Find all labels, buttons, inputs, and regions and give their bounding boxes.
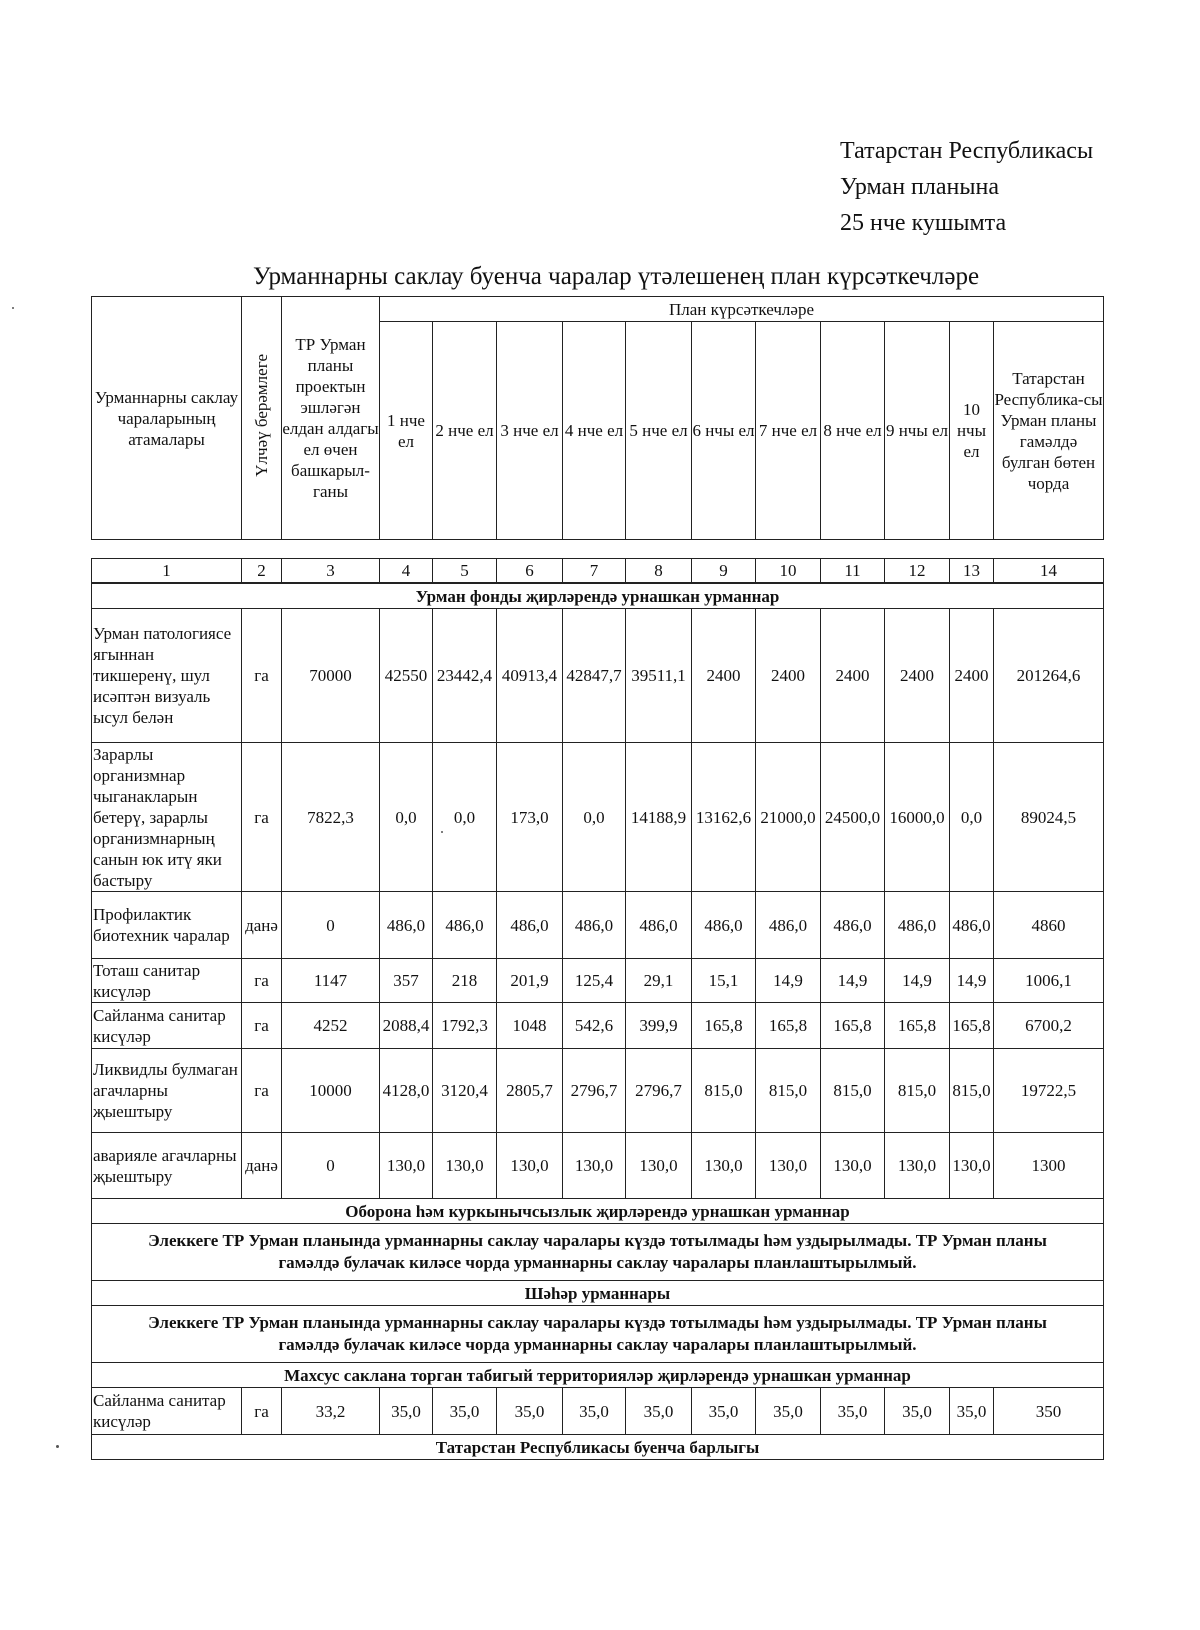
previous-year-value: 4252 [282, 1003, 380, 1049]
column-number: 11 [821, 559, 885, 583]
year-10-value: 35,0 [950, 1388, 994, 1435]
year-9-value: 815,0 [885, 1049, 950, 1133]
previous-year-value: 7822,3 [282, 743, 380, 892]
year-6-value: 2400 [692, 609, 756, 743]
column-number: 10 [756, 559, 821, 583]
year-8-value: 486,0 [821, 892, 885, 959]
year-10-value: 14,9 [950, 959, 994, 1003]
year-7-value: 2400 [756, 609, 821, 743]
year-6-value: 15,1 [692, 959, 756, 1003]
year-5-value: 486,0 [626, 892, 692, 959]
activity-name: Ликвидлы булмаган агачларны җыештыру [92, 1049, 242, 1133]
table-row [92, 959, 1104, 1003]
year-7-value: 35,0 [756, 1388, 821, 1435]
year-3-value: 130,0 [497, 1133, 563, 1199]
year-7-value: 14,9 [756, 959, 821, 1003]
header-year-7: 7 нче ел [756, 322, 821, 540]
year-5-value: 29,1 [626, 959, 692, 1003]
previous-year-value: 1147 [282, 959, 380, 1003]
column-number: 12 [885, 559, 950, 583]
total-value: 89024,5 [994, 743, 1104, 892]
year-10-value: 2400 [950, 609, 994, 743]
year-3-value: 2805,7 [497, 1049, 563, 1133]
table-row [92, 1388, 1104, 1435]
year-3-value: 201,9 [497, 959, 563, 1003]
table-row [92, 609, 1104, 743]
total-value: 19722,5 [994, 1049, 1104, 1133]
appendix-caption [840, 133, 1093, 241]
header-activity-name: Урманнарны саклау чараларының атамалары [92, 297, 242, 540]
scan-speck [56, 1445, 59, 1448]
column-number: 14 [994, 559, 1104, 583]
column-number: 3 [282, 559, 380, 583]
column-number: 9 [692, 559, 756, 583]
year-7-value: 486,0 [756, 892, 821, 959]
year-5-value: 14188,9 [626, 743, 692, 892]
year-6-value: 486,0 [692, 892, 756, 959]
column-number: 4 [380, 559, 433, 583]
year-6-value: 815,0 [692, 1049, 756, 1133]
year-9-value: 2400 [885, 609, 950, 743]
header-year-1: 1 нче ел [380, 322, 433, 540]
column-number: 7 [563, 559, 626, 583]
year-4-value: 486,0 [563, 892, 626, 959]
previous-year-value: 10000 [282, 1049, 380, 1133]
header-year-2: 2 нче ел [433, 322, 497, 540]
year-6-value: 35,0 [692, 1388, 756, 1435]
total-value: 350 [994, 1388, 1104, 1435]
year-1-value: 2088,4 [380, 1003, 433, 1049]
year-1-value: 4128,0 [380, 1049, 433, 1133]
previous-year-value: 33,2 [282, 1388, 380, 1435]
column-number: 6 [497, 559, 563, 583]
year-10-value: 486,0 [950, 892, 994, 959]
year-9-value: 165,8 [885, 1003, 950, 1049]
header-previous-year: ТР Урман планы проектын эшләгән елдан алдагы ел өчен башкарыл-ганы [282, 297, 380, 540]
unit-cell: данә [242, 892, 282, 959]
column-number: 8 [626, 559, 692, 583]
year-8-value: 165,8 [821, 1003, 885, 1049]
year-4-value: 0,0 [563, 743, 626, 892]
year-8-value: 2400 [821, 609, 885, 743]
year-8-value: 35,0 [821, 1388, 885, 1435]
section-note: Элеккеге ТР Урман планында урманнарны саклау чаралары күздә тотылмады һәм уздырылмады. ТР Урман планы гамәлдә булачак киләсе чорда урманнарны саклау чаралары планлаштырылмый. [92, 1306, 1104, 1363]
unit-cell: га [242, 1388, 282, 1435]
scan-speck [441, 831, 443, 833]
year-2-value: 3120,4 [433, 1049, 497, 1133]
year-5-value: 399,9 [626, 1003, 692, 1049]
section-header-row [92, 1435, 1104, 1460]
year-9-value: 16000,0 [885, 743, 950, 892]
column-number: 13 [950, 559, 994, 583]
total-value: 6700,2 [994, 1003, 1104, 1049]
year-5-value: 39511,1 [626, 609, 692, 743]
activity-name: Профилактик биотехник чаралар [92, 892, 242, 959]
year-6-value: 13162,6 [692, 743, 756, 892]
year-10-value: 815,0 [950, 1049, 994, 1133]
activity-name: Урман патологиясе ягыннан тикшеренү, шул исәптән визуаль ысул белән [92, 609, 242, 743]
document-title: Урманнарны саклау буенча чаралар үтәлешенең план күрсәткечләре [252, 263, 980, 290]
table-row [92, 743, 1104, 892]
appendix-line-1: Татарстан Республикасы [840, 138, 1094, 164]
appendix-line-2: Урман планына [840, 174, 999, 200]
section-header-row [92, 584, 1104, 609]
header-unit: Үлчәү берәмлеге [242, 297, 282, 540]
header-year-10: 10 нчы ел [950, 322, 994, 540]
year-1-value: 35,0 [380, 1388, 433, 1435]
year-1-value: 42550 [380, 609, 433, 743]
unit-cell: га [242, 609, 282, 743]
activity-name: Сайланма санитар кисүләр [92, 1388, 242, 1435]
table-row [92, 1003, 1104, 1049]
header-year-8: 8 нче ел [821, 322, 885, 540]
year-3-value: 35,0 [497, 1388, 563, 1435]
section-header-row [92, 1199, 1104, 1224]
total-value: 1300 [994, 1133, 1104, 1199]
year-3-value: 1048 [497, 1003, 563, 1049]
section-header-row [92, 1363, 1104, 1388]
header-year-4: 4 нче ел [563, 322, 626, 540]
year-4-value: 35,0 [563, 1388, 626, 1435]
year-8-value: 130,0 [821, 1133, 885, 1199]
section-title: Татарстан Республикасы буенча барлыгы [92, 1435, 1104, 1460]
activity-name: Зарарлы организмнар чыганакларын бетерү, зарарлы организмнарның санын юк итү яки бастыру [92, 743, 242, 892]
year-4-value: 542,6 [563, 1003, 626, 1049]
year-2-value: 130,0 [433, 1133, 497, 1199]
activity-name: Сайланма санитар кисүләр [92, 1003, 242, 1049]
year-7-value: 165,8 [756, 1003, 821, 1049]
year-7-value: 815,0 [756, 1049, 821, 1133]
header-year-6: 6 нчы ел [692, 322, 756, 540]
year-1-value: 130,0 [380, 1133, 433, 1199]
activity-name: аварияле агачларны җыештыру [92, 1133, 242, 1199]
year-10-value: 0,0 [950, 743, 994, 892]
plan-table [91, 583, 1104, 1460]
year-8-value: 24500,0 [821, 743, 885, 892]
year-9-value: 130,0 [885, 1133, 950, 1199]
header-total: Татарстан Республика-сы Урман планы гамәлдә булган бөтен чорда [994, 322, 1104, 540]
year-2-value: 0,0 [433, 743, 497, 892]
previous-year-value: 70000 [282, 609, 380, 743]
column-number: 2 [242, 559, 282, 583]
table-row [92, 892, 1104, 959]
year-2-value: 23442,4 [433, 609, 497, 743]
year-10-value: 130,0 [950, 1133, 994, 1199]
unit-cell: данә [242, 1133, 282, 1199]
year-9-value: 486,0 [885, 892, 950, 959]
year-5-value: 2796,7 [626, 1049, 692, 1133]
column-numbers-table [91, 558, 1104, 583]
year-7-value: 21000,0 [756, 743, 821, 892]
previous-year-value: 0 [282, 892, 380, 959]
section-title: Шәһәр урманнары [92, 1281, 1104, 1306]
header-year-5: 5 нче ел [626, 322, 692, 540]
column-number: 1 [92, 559, 242, 583]
column-number: 5 [433, 559, 497, 583]
year-6-value: 165,8 [692, 1003, 756, 1049]
total-value: 201264,6 [994, 609, 1104, 743]
year-1-value: 357 [380, 959, 433, 1003]
unit-cell: га [242, 743, 282, 892]
section-note-row [92, 1306, 1104, 1363]
section-title: Урман фонды җирләрендә урнашкан урманнар [92, 584, 1104, 609]
section-note: Элеккеге ТР Урман планында урманнарны саклау чаралары күздә тотылмады һәм уздырылмады. ТР Урман планы гамәлдә булачак киләсе чорда урманнарны саклау чаралары планлаштырылмый. [92, 1224, 1104, 1281]
year-1-value: 486,0 [380, 892, 433, 959]
year-6-value: 130,0 [692, 1133, 756, 1199]
scan-speck [12, 307, 14, 309]
section-title: Махсус саклана торган табигый территорияләр җирләрендә урнашкан урманнар [92, 1363, 1104, 1388]
year-10-value: 165,8 [950, 1003, 994, 1049]
year-2-value: 1792,3 [433, 1003, 497, 1049]
year-9-value: 35,0 [885, 1388, 950, 1435]
section-title: Оборона һәм куркынычсызлык җирләрендә урнашкан урманнар [92, 1199, 1104, 1224]
year-2-value: 218 [433, 959, 497, 1003]
year-3-value: 486,0 [497, 892, 563, 959]
section-note-row [92, 1224, 1104, 1281]
year-4-value: 130,0 [563, 1133, 626, 1199]
total-value: 1006,1 [994, 959, 1104, 1003]
year-4-value: 42847,7 [563, 609, 626, 743]
year-3-value: 173,0 [497, 743, 563, 892]
year-1-value: 0,0 [380, 743, 433, 892]
header-year-9: 9 нчы ел [885, 322, 950, 540]
year-4-value: 2796,7 [563, 1049, 626, 1133]
section-header-row [92, 1281, 1104, 1306]
unit-cell: га [242, 1003, 282, 1049]
year-2-value: 35,0 [433, 1388, 497, 1435]
year-4-value: 125,4 [563, 959, 626, 1003]
header-year-3: 3 нче ел [497, 322, 563, 540]
activity-name: Тоташ санитар кисүләр [92, 959, 242, 1003]
table-row [92, 1049, 1104, 1133]
year-3-value: 40913,4 [497, 609, 563, 743]
year-2-value: 486,0 [433, 892, 497, 959]
appendix-line-3: 25 нче кушымта [840, 210, 1007, 236]
year-7-value: 130,0 [756, 1133, 821, 1199]
year-8-value: 14,9 [821, 959, 885, 1003]
table-row [92, 1133, 1104, 1199]
unit-cell: га [242, 1049, 282, 1133]
year-5-value: 35,0 [626, 1388, 692, 1435]
previous-year-value: 0 [282, 1133, 380, 1199]
year-8-value: 815,0 [821, 1049, 885, 1133]
total-value: 4860 [994, 892, 1104, 959]
header-plan-group: План күрсәткечләре [380, 297, 1104, 322]
year-9-value: 14,9 [885, 959, 950, 1003]
unit-cell: га [242, 959, 282, 1003]
year-5-value: 130,0 [626, 1133, 692, 1199]
header-table [91, 296, 1104, 540]
